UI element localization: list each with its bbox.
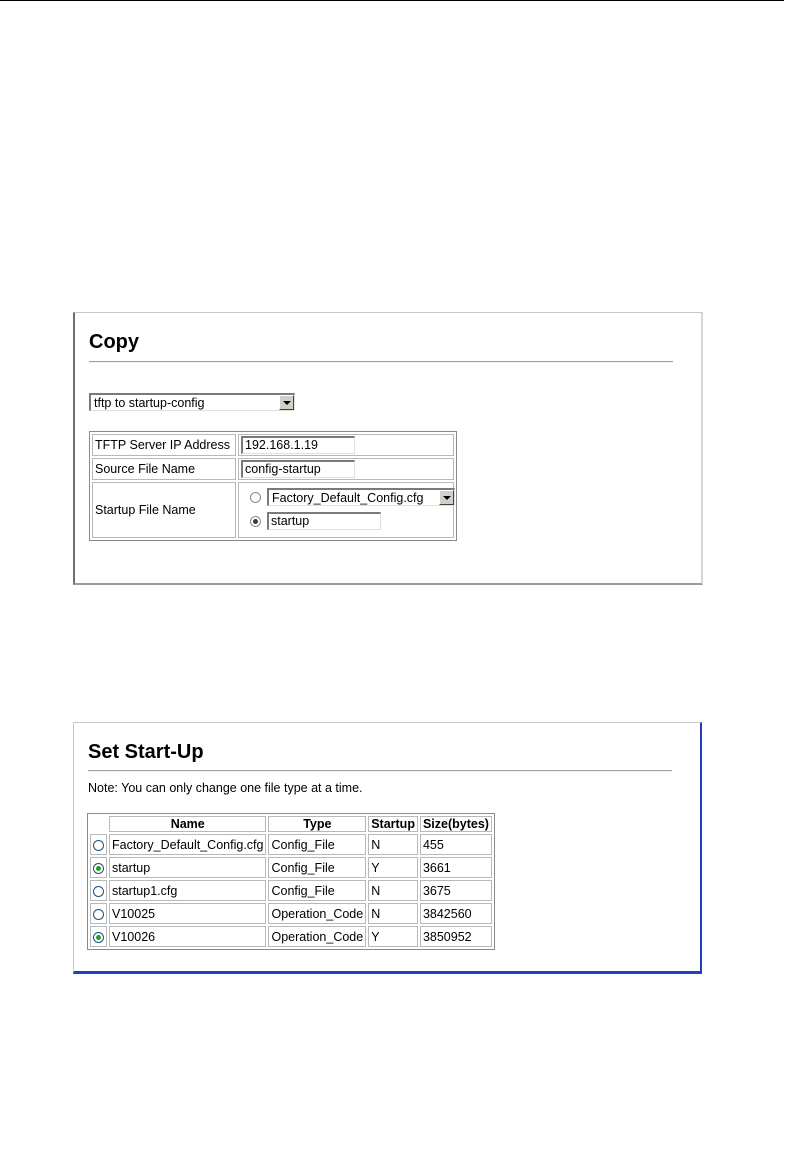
file-startup: Y bbox=[368, 857, 418, 878]
row-radio-cell bbox=[90, 880, 107, 901]
radio-selected-dot bbox=[96, 935, 101, 940]
file-size: 3850952 bbox=[420, 926, 492, 947]
startup-existing-select[interactable] bbox=[267, 488, 455, 506]
title-divider bbox=[89, 361, 673, 363]
tftp-server-ip-input[interactable]: 192.168.1.19 bbox=[241, 436, 355, 454]
file-name: V10025 bbox=[109, 903, 266, 924]
file-size: 3661 bbox=[420, 857, 492, 878]
startup-existing-radio[interactable] bbox=[250, 492, 261, 503]
page-title: Set Start-Up bbox=[88, 741, 204, 763]
form-row-tftp-server bbox=[92, 434, 454, 456]
row-radio-cell bbox=[90, 926, 107, 947]
form-row-source-file bbox=[92, 458, 454, 480]
title-divider bbox=[88, 770, 672, 772]
table-header-row bbox=[90, 816, 492, 832]
file-name: startup bbox=[109, 857, 266, 878]
file-type: Config_File bbox=[268, 834, 366, 855]
chevron-down-icon bbox=[283, 401, 291, 405]
page-title: Copy bbox=[89, 331, 139, 353]
file-select-radio[interactable] bbox=[93, 863, 104, 874]
file-size: 455 bbox=[420, 834, 492, 855]
startup-file-cell bbox=[238, 482, 454, 538]
source-file-input[interactable]: config-startup bbox=[241, 460, 355, 478]
startup-new-option bbox=[241, 510, 451, 534]
column-header-size: Size(bytes) bbox=[420, 816, 492, 832]
tftp-server-label: TFTP Server IP Address bbox=[92, 434, 236, 456]
column-header-name: Name bbox=[109, 816, 266, 832]
file-select-radio[interactable] bbox=[93, 909, 104, 920]
dropdown-button[interactable] bbox=[279, 395, 294, 410]
files-table bbox=[87, 813, 495, 950]
column-header-type: Type bbox=[268, 816, 366, 832]
row-radio-cell bbox=[90, 834, 107, 855]
set-startup-panel bbox=[73, 722, 702, 974]
copy-panel bbox=[73, 312, 703, 585]
startup-file-label: Startup File Name bbox=[92, 482, 236, 538]
file-select-radio[interactable] bbox=[93, 932, 104, 943]
file-startup: N bbox=[368, 834, 418, 855]
file-size: 3675 bbox=[420, 880, 492, 901]
file-type: Operation_Code bbox=[268, 926, 366, 947]
table-row bbox=[90, 857, 492, 878]
file-startup: Y bbox=[368, 926, 418, 947]
file-type: Config_File bbox=[268, 857, 366, 878]
startup-new-file-input[interactable]: startup bbox=[267, 512, 381, 530]
copy-mode-value: tftp to startup-config bbox=[94, 396, 205, 410]
page-top-rule bbox=[0, 0, 784, 1]
table-row bbox=[90, 926, 492, 947]
source-file-label: Source File Name bbox=[92, 458, 236, 480]
file-name: startup1.cfg bbox=[109, 880, 266, 901]
file-name: V10026 bbox=[109, 926, 266, 947]
file-startup: N bbox=[368, 880, 418, 901]
note-text: Note: You can only change one file type at a time. bbox=[88, 781, 363, 795]
table-row bbox=[90, 834, 492, 855]
copy-mode-select[interactable] bbox=[89, 393, 295, 411]
file-size: 3842560 bbox=[420, 903, 492, 924]
radio-column-header bbox=[90, 816, 107, 832]
file-type: Operation_Code bbox=[268, 903, 366, 924]
file-select-radio[interactable] bbox=[93, 886, 104, 897]
startup-existing-option bbox=[241, 486, 451, 510]
source-file-cell bbox=[238, 458, 454, 480]
file-type: Config_File bbox=[268, 880, 366, 901]
radio-selected-dot bbox=[253, 519, 258, 524]
table-row bbox=[90, 880, 492, 901]
form-row-startup-file bbox=[92, 482, 454, 538]
radio-selected-dot bbox=[96, 866, 101, 871]
table-row bbox=[90, 903, 492, 924]
row-radio-cell bbox=[90, 857, 107, 878]
copy-form-table bbox=[89, 431, 457, 541]
column-header-startup: Startup bbox=[368, 816, 418, 832]
row-radio-cell bbox=[90, 903, 107, 924]
file-name: Factory_Default_Config.cfg bbox=[109, 834, 266, 855]
file-startup: N bbox=[368, 903, 418, 924]
dropdown-button[interactable] bbox=[439, 490, 454, 505]
tftp-server-cell bbox=[238, 434, 454, 456]
file-select-radio[interactable] bbox=[93, 840, 104, 851]
startup-existing-value: Factory_Default_Config.cfg bbox=[272, 491, 424, 505]
startup-new-radio[interactable] bbox=[250, 516, 261, 527]
chevron-down-icon bbox=[443, 496, 451, 500]
